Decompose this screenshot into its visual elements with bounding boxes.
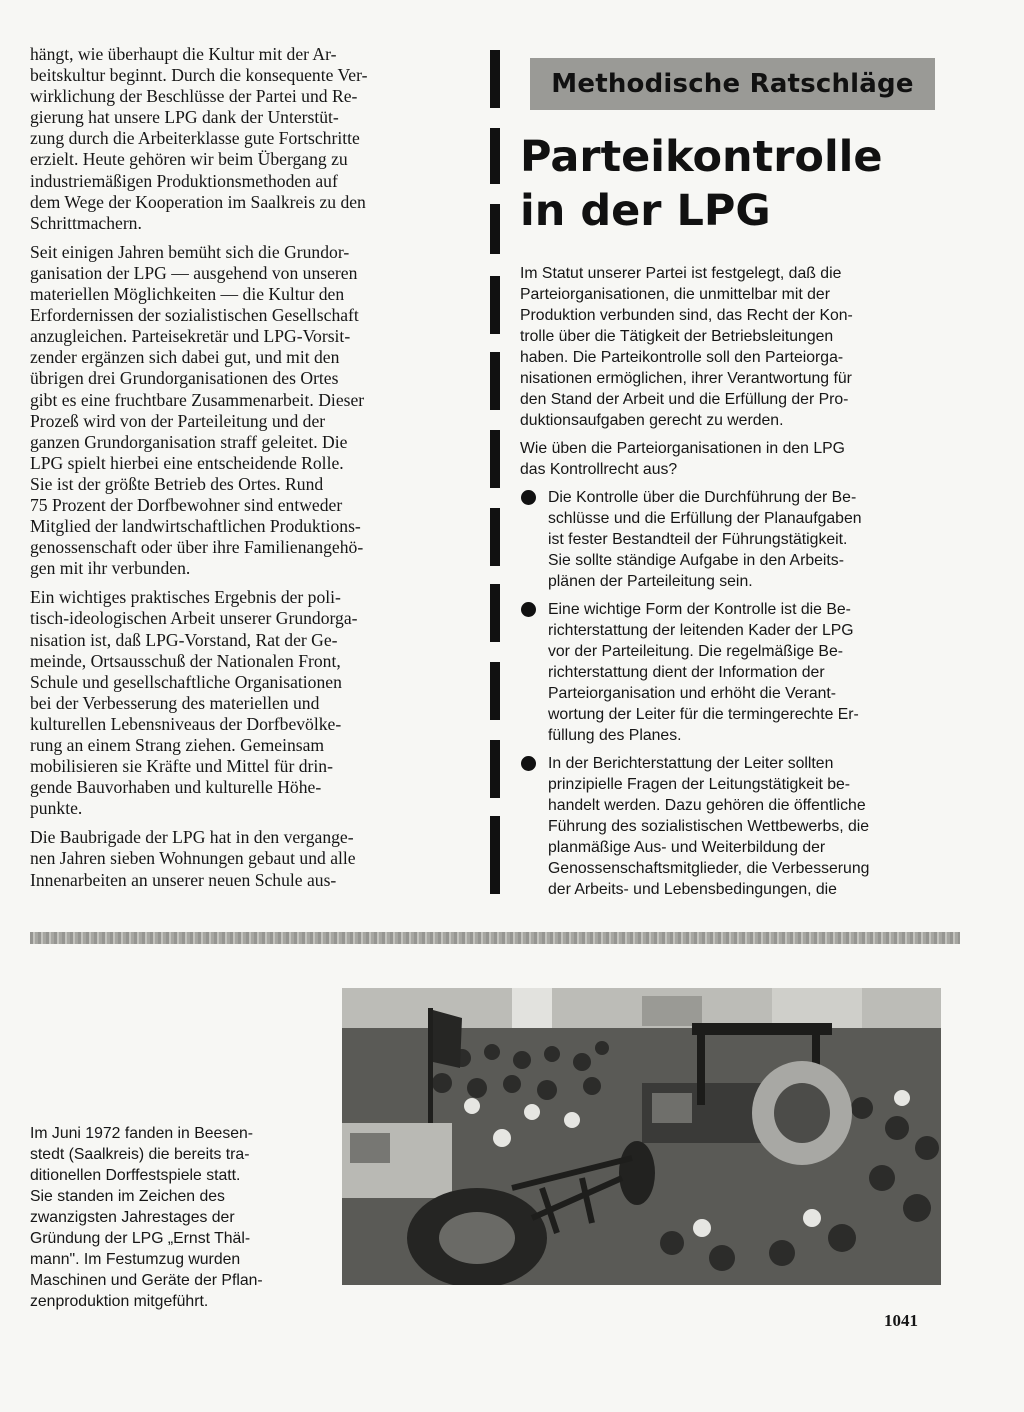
text-line: Sie sollte ständige Aufgabe in den Arbeits- xyxy=(548,552,844,569)
text-line: In der Berichterstattung der Leiter sollten xyxy=(548,755,834,772)
margin-bar xyxy=(490,662,500,720)
text-line: Wie üben die Parteiorganisationen in den LPG xyxy=(520,440,845,457)
text-line: Genossenschaftsmitglieder, die Verbesserung xyxy=(548,860,870,877)
text-line: plänen der Parteileitung sein. xyxy=(548,573,753,590)
text-line: das Kontrollrecht aus? xyxy=(520,461,678,478)
text-line: der Arbeits- und Lebensbedingungen, die xyxy=(548,881,837,898)
caption-line: Im Juni 1972 fanden in Beesen- xyxy=(30,1125,254,1142)
margin-bar xyxy=(490,584,500,642)
text-line: nen Jahren sieben Wohnungen gebaut und alle xyxy=(30,848,356,869)
bullet-dot-icon xyxy=(521,602,536,617)
page-number: 1041 xyxy=(884,1311,918,1330)
text-line: trolle über die Tätigkeit der Betriebsleitungen xyxy=(520,328,834,345)
text-line: punkte. xyxy=(30,798,83,819)
margin-bar xyxy=(490,352,500,410)
text-line: schlüsse und die Erfüllung der Planaufgaben xyxy=(548,510,862,527)
text-line: wortung der Leiter für die termingerechte Er- xyxy=(548,706,859,723)
left-article-column xyxy=(30,44,462,899)
text-line: Schule und gesellschaftliche Organisationen xyxy=(30,671,342,692)
photo-caption xyxy=(30,1123,305,1312)
text-line: Ein wichtiges praktisches Ergebnis der poli- xyxy=(30,587,341,608)
text-line: rung an einem Strang ziehen. Gemeinsam xyxy=(30,735,325,755)
margin-bar xyxy=(490,204,500,254)
left-paragraph-1 xyxy=(30,44,462,234)
text-line: Eine wichtige Form der Kontrolle ist die Be- xyxy=(548,601,851,618)
text-line: haben. Die Parteikontrolle soll den Parteiorga- xyxy=(520,349,844,366)
text-line: meinde, Ortsausschuß der Nationalen Front, xyxy=(30,650,341,671)
right-article-column xyxy=(520,263,930,907)
text-line: beitskultur beginnt. Durch die konsequente Ver- xyxy=(30,65,368,86)
caption-line: Sie standen im Zeichen des xyxy=(30,1188,225,1205)
caption-line: zenproduktion mitgeführt. xyxy=(30,1293,209,1310)
caption-line: Maschinen und Geräte der Pflan- xyxy=(30,1272,263,1289)
margin-bar xyxy=(490,508,500,566)
text-line: nisationen ermöglichen, ihrer Verantwortung für xyxy=(520,370,852,387)
caption-line: zwanzigsten Jahrestages der xyxy=(30,1209,235,1226)
text-line: ist fester Bestandteil der Führungstätigkeit. xyxy=(548,531,848,548)
caption-line: Gründung der LPG „Ernst Thäl- xyxy=(30,1230,251,1247)
caption-line: ditionellen Dorffestspiele statt. xyxy=(30,1167,241,1184)
section-divider xyxy=(30,932,960,944)
headline-line: Parteikontrolle xyxy=(520,132,883,182)
text-line: den Stand der Arbeit und die Erfüllung der Pro- xyxy=(520,391,849,408)
text-line: Im Statut unserer Partei ist festgelegt, daß die xyxy=(520,265,842,282)
text-line: kulturellen Lebensniveaus der Dorfbevölke- xyxy=(30,713,342,734)
section-kicker: Methodische Ratschläge xyxy=(530,58,935,110)
text-line: anzugleichen. Parteisekretär und LPG-Vorsit- xyxy=(30,326,351,347)
text-line: gierung hat unsere LPG dank der Unterstüt- xyxy=(30,107,339,128)
text-line: zender ergänzen sich dabei gut, und mit den xyxy=(30,347,340,368)
text-line: Parteiorganisationen, die unmittelbar mit der xyxy=(520,286,830,303)
margin-bar xyxy=(490,50,500,108)
margin-bar xyxy=(490,128,500,184)
text-line: gende Bauvorhaben und kulturelle Höhe- xyxy=(30,777,322,798)
text-line: ganzen Grundorganisation straff geleitet. Die xyxy=(30,431,348,452)
text-line: ganisation der LPG — ausgehend von unseren xyxy=(30,262,358,283)
text-line: Erfordernissen der sozialistischen Gesellschaft xyxy=(30,305,359,326)
margin-bar xyxy=(490,816,500,894)
text-line: materiellen Möglichkeiten — die Kultur den xyxy=(30,284,345,305)
text-line: Prozeß wird von der Parteileitung und der xyxy=(30,410,326,431)
text-line: planmäßige Aus- und Weiterbildung der xyxy=(548,839,826,856)
text-line: Produktion verbunden sind, das Recht der Kon- xyxy=(520,307,853,324)
text-line: nisation ist, daß LPG-Vorstand, Rat der Ge- xyxy=(30,629,338,650)
text-line: duktionsaufgaben gerecht zu werden. xyxy=(520,412,784,429)
text-line: genossenschaft oder über ihre Familienangehö- xyxy=(30,537,364,558)
left-paragraph-4 xyxy=(30,827,462,890)
text-line: 75 Prozent der Dorfbewohner sind entweder xyxy=(30,494,343,515)
bullet-item-2 xyxy=(520,599,930,746)
text-line: wirklichung der Beschlüsse der Partei und Re- xyxy=(30,86,358,107)
text-line: Die Baubrigade der LPG hat in den vergange- xyxy=(30,827,354,848)
text-line: Führung des sozialistischen Wettbewerbs, die xyxy=(548,818,870,835)
text-line: LPG spielt hierbei eine entscheidende Rolle. xyxy=(30,452,344,473)
left-paragraph-3 xyxy=(30,587,462,819)
article-headline xyxy=(520,130,950,238)
text-line: gibt es eine fruchtbare Zusammenarbeit. Dieser xyxy=(30,389,365,410)
text-line: dem Wege der Kooperation im Saalkreis zu den xyxy=(30,191,366,212)
right-paragraph-1 xyxy=(520,263,930,431)
text-line: tisch-ideologischen Arbeit unserer Grundorga- xyxy=(30,608,358,629)
headline-line: in der LPG xyxy=(520,186,771,236)
text-line: Sie ist der größte Betrieb des Ortes. Rund xyxy=(30,473,324,494)
margin-bar xyxy=(490,276,500,334)
text-line: Parteiorganisation und erhöht die Verant- xyxy=(548,685,837,702)
text-line: bei der Verbesserung des materiellen und xyxy=(30,692,320,713)
text-line: Schrittmachern. xyxy=(30,212,142,233)
caption-line: stedt (Saalkreis) die bereits tra- xyxy=(30,1146,250,1163)
margin-bar xyxy=(490,740,500,798)
text-line: Seit einigen Jahren bemüht sich die Grundor- xyxy=(30,241,350,262)
text-line: richterstattung dient der Information der xyxy=(548,664,825,681)
text-line: richterstattung der leitenden Kader der LPG xyxy=(548,622,854,639)
text-line: industriemäßigen Produktionsmethoden auf xyxy=(30,170,338,191)
text-line: Innenarbeiten an unserer neuen Schule aus- xyxy=(30,869,337,890)
text-line: mobilisieren sie Kräfte und Mittel für drin- xyxy=(30,756,333,777)
bullet-dot-icon xyxy=(521,756,536,771)
tractor-parade-photo xyxy=(342,988,941,1285)
text-line: hängt, wie überhaupt die Kultur mit der Ar- xyxy=(30,44,337,64)
text-line: vor der Parteileitung. Die regelmäßige Be- xyxy=(548,643,844,660)
text-line: zung durch die Arbeiterklasse gute Fortschritte xyxy=(30,128,360,149)
text-line: handelt werden. Dazu gehören die öffentliche xyxy=(548,797,866,814)
text-line: gen mit ihr verbunden. xyxy=(30,558,191,579)
text-line: füllung des Planes. xyxy=(548,727,682,744)
text-line: prinzipielle Fragen der Leitungstätigkeit be- xyxy=(548,776,851,793)
bullet-dot-icon xyxy=(521,490,536,505)
right-paragraph-2 xyxy=(520,438,930,480)
text-line: Mitglied der landwirtschaftlichen Produktions- xyxy=(30,516,361,537)
caption-line: mann". Im Festumzug wurden xyxy=(30,1251,241,1268)
bullet-item-1 xyxy=(520,487,930,592)
left-paragraph-2 xyxy=(30,242,462,580)
text-line: erzielt. Heute gehören wir beim Übergang zu xyxy=(30,149,348,170)
margin-bar xyxy=(490,430,500,488)
text-line: Die Kontrolle über die Durchführung der Be- xyxy=(548,489,857,506)
text-line: übrigen drei Grundorganisationen des Ortes xyxy=(30,368,339,389)
bullet-item-3 xyxy=(520,753,930,900)
